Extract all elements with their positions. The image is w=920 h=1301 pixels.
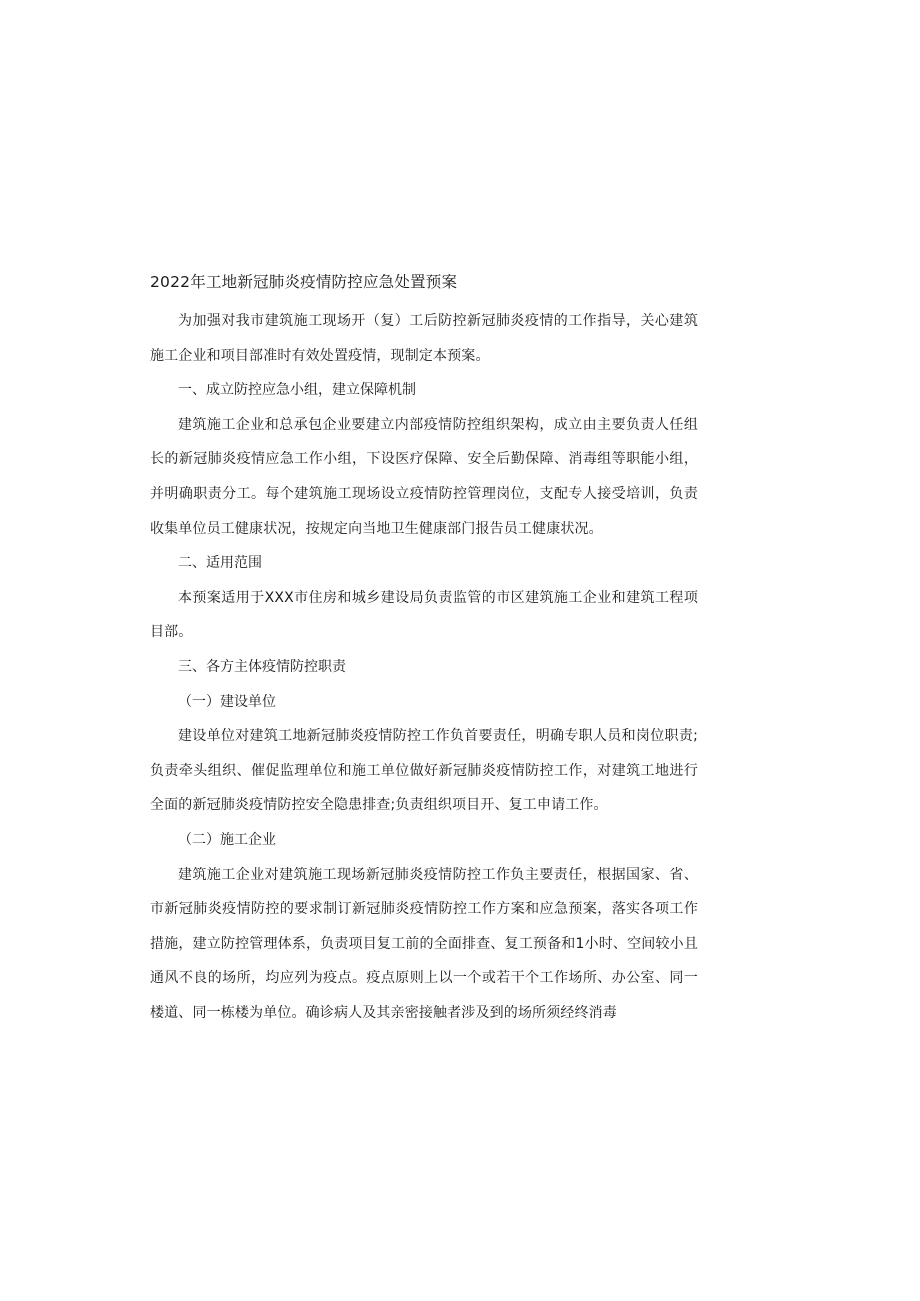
section-1-heading: 一、成立防控应急小组，建立保障机制 — [178, 382, 416, 399]
section-2-heading: 二、适用范围 — [178, 555, 262, 572]
section-3-sub-2-heading: （二）施工企业 — [178, 831, 276, 848]
document-body — [150, 270, 698, 1030]
section-3-heading: 三、各方主体疫情防控职责 — [178, 658, 346, 675]
section-3-sub-1-heading: （一）建设单位 — [178, 693, 276, 710]
section-3-sub-1-paragraph: 建设单位对建筑工地新冠肺炎疫情防控工作负首要责任，明确专职人员和岗位职责;负责牵头组织、催促监理单位和施工单位做好新冠肺炎疫情防控工作，对建筑工地进行全面的新冠肺炎疫情防控安全隐患排查;负责组织项目开、复工申请工作。 — [150, 728, 698, 814]
section-3-sub-2-paragraph: 建筑施工企业对建筑施工现场新冠肺炎疫情防控工作负主要责任，根据国家、省、市新冠肺炎疫情防控的要求制订新冠肺炎疫情防控工作方案和应急预案，落实各项工作措施，建立防控管理体系，负责项目复工前的全面排查、复工预备和1小时、空间较小且通风不良的场所，均应列为疫点。疫点原则上以一个或若干个工作场所、办公室、同一楼道、同一栋楼为单位。确诊病人及其亲密接触者涉及到的场所须经终消毒 — [150, 866, 698, 1021]
section-1-paragraph: 建筑施工企业和总承包企业要建立内部疫情防控组织架构，成立由主要负责人任组长的新冠肺炎疫情应急工作小组，下设医疗保障、安全后勤保障、消毒组等职能小组，并明确职责分工。每个建筑施工现场设立疫情防控管理岗位，支配专人接受培训，负责收集单位员工健康状况，按规定向当地卫生健康部门报告员工健康状况。 — [150, 416, 698, 537]
section-2-paragraph: 本预案适用于XXX市住房和城乡建设局负责监管的市区建筑施工企业和建筑工程项目部。 — [150, 589, 698, 641]
document-title: 2022年工地新冠肺炎疫情防控应急处置预案 — [150, 273, 458, 291]
intro-paragraph: 为加强对我市建筑施工现场开（复）工后防控新冠肺炎疫情的工作指导，关心建筑施工企业和项目部准时有效处置疫情，现制定本预案。 — [150, 313, 698, 364]
